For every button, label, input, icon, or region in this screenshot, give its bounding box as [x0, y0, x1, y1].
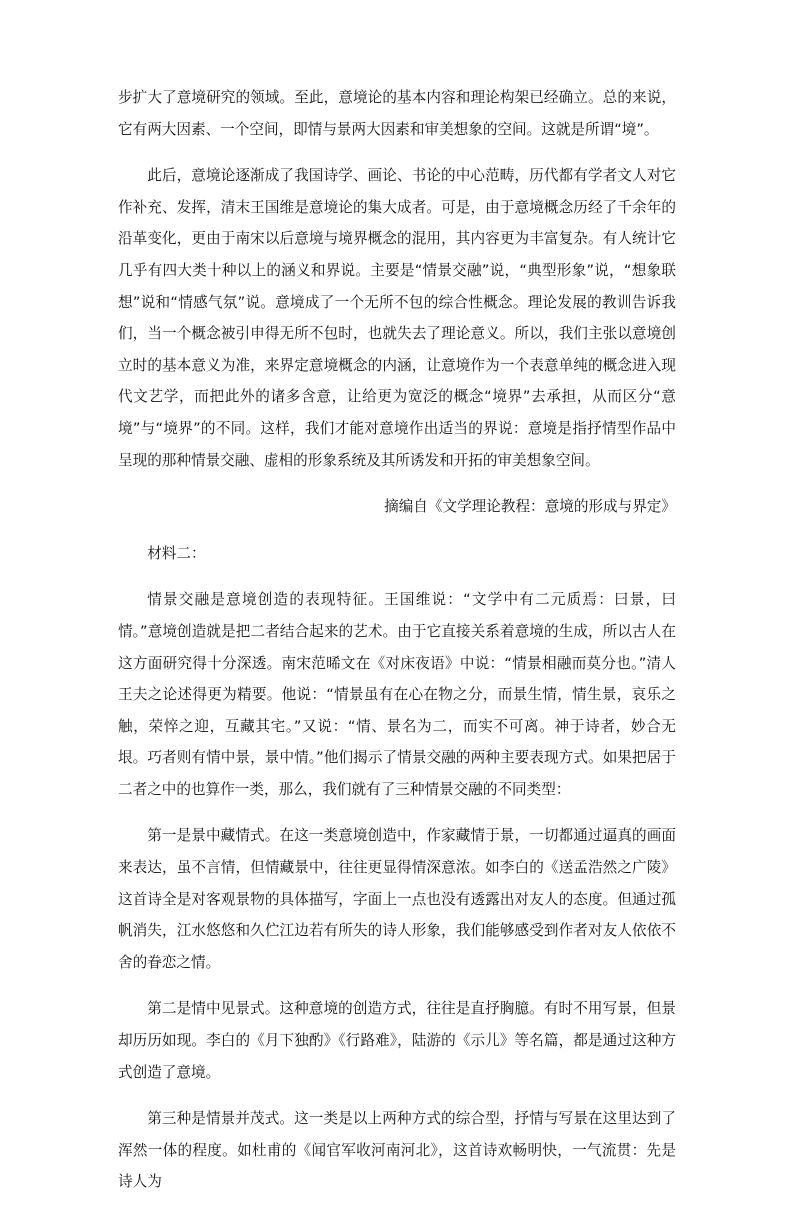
- document-page: [118, 82, 676, 1213]
- source-citation: 摘编自《文学理论教程：意境的形成与界定》: [384, 498, 676, 516]
- paragraph-1: 步扩大了意境研究的领域。至此，意境论的基本内容和理论构架已经确立。总的来说，它有两大因素、一个空间，即情与景两大因素和审美想象的空间。这就是所谓“境”。: [118, 89, 676, 138]
- material-two-heading: 材料二：: [147, 544, 206, 562]
- paragraph-3: 情景交融是意境创造的表现特征。王国维说：“文学中有二元质焉：曰景，曰情。”意境创造就是把二者结合起来的艺术。由于它直接关系着意境的生成，所以古人在这方面研究得十分深透。南宋范晞文在《对床夜语》中说：“情景相融而莫分也。”清人王夫之论述得更为精要。他说：“情景虽有在心在物之分，而景生情，情生景，哀乐之触，荣悴之迎，互藏其宅。”又说：“情、景名为二，而实不可离。神于诗者，妙合无垠。巧者则有情中景，景中情。”他们揭示了情景交融的两种主要表现方式。如果把居于二者之中的也算作一类，那么，我们就有了三种情景交融的不同类型：: [118, 591, 676, 798]
- paragraph-2: 此后，意境论逐渐成了我国诗学、画论、书论的中心范畴，历代都有学者文人对它作补充、发挥，清末王国维是意境论的集大成者。可是，由于意境概念历经了千余年的沿革变化，更由于南宋以后意境与境界概念的混用，其内容更为丰富复杂。有人统计它几乎有四大类十种以上的涵义和界说。主要是“情景交融”说，“典型形象”说，“想象联想”说和“情感气氛”说。意境成了一个无所不包的综合性概念。理论发展的教训告诉我们，当一个概念被引申得无所不包时，也就失去了理论意义。所以，我们主张以意境创立时的基本意义为准，来界定意境概念的内涵，让意境作为一个表意单纯的概念进入现代文艺学，而把此外的诸多含意，让给更为宽泛的概念“境界”去承担，从而区分“意境”与“境界”的不同。这样，我们才能对意境作出适当的界说：意境是指抒情型作品中呈现的那种情景交融、虚相的形象系统及其所诱发和开拓的审美想象空间。: [118, 167, 676, 469]
- paragraph-5: 第二是情中见景式。这种意境的创造方式，往往是直抒胸臆。有时不用写景，但景却历历如现。李白的《月下独酌》《行路难》，陆游的《示儿》等名篇，都是通过这种方式创造了意境。: [118, 1000, 676, 1081]
- paragraph-4: 第一是景中藏情式。在这一类意境创造中，作家藏情于景，一切都通过逼真的画面来表达，虽不言情，但情藏景中，往往更显得情深意浓。如李白的《送孟浩然之广陵》这首诗全是对客观景物的具体描写，字面上一点也没有透露出对友人的态度。但通过孤帆消失，江水悠悠和久伫江边若有所失的诗人形象，我们能够感受到作者对友人依依不舍的眷恋之情。: [118, 827, 676, 971]
- paragraph-6: 第三种是情景并茂式。这一类是以上两种方式的综合型，抒情与写景在这里达到了浑然一体的程度。如杜甫的《闻官军收河南河北》，这首诗欢畅明快，一气流贯：先是诗人为: [118, 1110, 676, 1191]
